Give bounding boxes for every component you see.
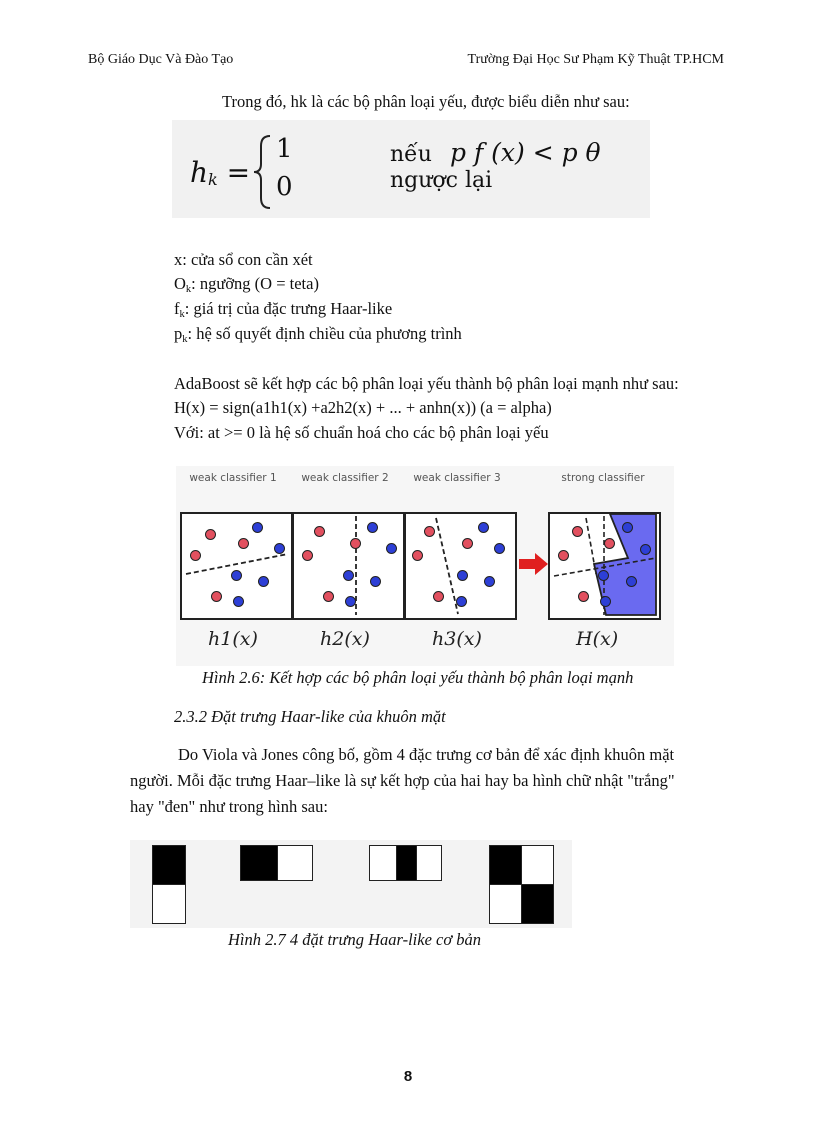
- blue-point: [457, 570, 468, 581]
- haar-feature-4-white-tr: [521, 845, 554, 885]
- label-weak-1: weak classifier 1: [189, 472, 277, 484]
- blue-point: [370, 576, 381, 587]
- formula-case1-word: nếu: [390, 142, 432, 167]
- blue-point: [484, 576, 495, 587]
- red-point: [578, 591, 589, 602]
- blue-point: [345, 596, 356, 607]
- red-point: [350, 538, 361, 549]
- definition-x: x: cửa sổ con cần xét: [174, 250, 313, 269]
- panel-weak-2: [292, 512, 405, 620]
- formula-case2-word: ngược lại: [390, 168, 493, 193]
- blue-point: [367, 522, 378, 533]
- definition-ok: $O_k$: ngưỡng (O = teta): [174, 274, 319, 295]
- label-h2: h2(x): [320, 628, 370, 650]
- blue-point: [600, 596, 611, 607]
- blue-point: [343, 570, 354, 581]
- blue-point: [233, 596, 244, 607]
- red-point: [604, 538, 615, 549]
- blue-point: [231, 570, 242, 581]
- page-number: 8: [403, 1068, 413, 1085]
- figure-2-6-caption: Hình 2.6: Kết hợp các bộ phân loại yếu thành bộ phân loại mạnh: [202, 668, 634, 687]
- panel-weak-3: [404, 512, 517, 620]
- red-point: [433, 591, 444, 602]
- red-point: [238, 538, 249, 549]
- haar-feature-3-white-right: [416, 845, 442, 881]
- formula-image: [172, 120, 650, 218]
- section-heading: 2.3.2 Đặt trưng Haar-like của khuôn mặt: [174, 707, 446, 726]
- label-strong: strong classifier: [561, 472, 645, 484]
- label-h1: h1(x): [208, 628, 258, 650]
- figure-2-7-caption: Hình 2.7 4 đặt trưng Haar-like cơ bản: [228, 930, 482, 949]
- red-point: [572, 526, 583, 537]
- red-point: [462, 538, 473, 549]
- haar-feature-4-white-bl: [489, 884, 522, 924]
- panel-weak-1: [180, 512, 293, 620]
- haar-feature-3-white-left: [369, 845, 397, 881]
- haar-feature-4-black-br: [521, 884, 554, 924]
- definition-pk: $p_k$: hệ số quyết định chiều của phương trình: [174, 324, 462, 345]
- formula-case2-value: 0: [276, 172, 293, 202]
- label-H: H(x): [576, 628, 619, 650]
- blue-point: [252, 522, 263, 533]
- blue-point: [598, 570, 609, 581]
- red-point: [314, 526, 325, 537]
- red-point: [323, 591, 334, 602]
- haar-feature-3-black: [396, 845, 417, 881]
- formula-lhs: $h_k$ =: [190, 156, 251, 189]
- blue-point: [274, 543, 285, 554]
- label-weak-3: weak classifier 3: [413, 472, 501, 484]
- paragraph-line1: Do Viola và Jones công bố, gồm 4 đặc trưng cơ bản để xác định khuôn mặt: [178, 745, 675, 764]
- label-h3: h3(x): [432, 628, 482, 650]
- label-weak-2: weak classifier 2: [301, 472, 389, 484]
- haar-feature-1-black: [152, 845, 186, 885]
- blue-point: [494, 543, 505, 554]
- haar-feature-1-white: [152, 884, 186, 924]
- paragraph-line2: người. Mỗi đặc trưng Haar–like là sự kết hợp của hai hay ba hình chữ nhật "trắng": [130, 771, 675, 790]
- red-point: [412, 550, 423, 561]
- red-point: [302, 550, 313, 561]
- blue-point: [640, 544, 651, 555]
- haar-feature-4-black-tl: [489, 845, 522, 885]
- definition-fk: $f_k$: giá trị của đặc trưng Haar-like: [174, 299, 393, 320]
- haar-feature-2-white: [277, 845, 313, 881]
- header-right: Trường Đại Học Sư Phạm Kỹ Thuật TP.HCM: [467, 52, 724, 67]
- formula-condition: p f (x) < p θ: [450, 138, 601, 167]
- adaboost-line1: AdaBoost sẽ kết hợp các bộ phân loại yếu thành bộ phân loại mạnh như sau:: [174, 374, 679, 393]
- formula-brace: [252, 132, 274, 212]
- intro-text: Trong đó, hk là các bộ phân loại yếu, được biểu diễn như sau:: [222, 92, 630, 111]
- adaboost-formula: H(x) = sign(a1h1(x) +a2h2(x) + ... + anhn(x)) (a = alpha): [174, 398, 552, 417]
- formula-case1-value: 1: [276, 134, 293, 164]
- header-left: Bộ Giáo Dục Và Đào Tạo: [88, 52, 234, 67]
- blue-point: [258, 576, 269, 587]
- red-arrow-icon: [519, 553, 549, 575]
- red-point: [190, 550, 201, 561]
- blue-point: [626, 576, 637, 587]
- paragraph-line3: hay "đen" như trong hình sau:: [130, 797, 328, 816]
- haar-feature-2-black: [240, 845, 278, 881]
- red-point: [558, 550, 569, 561]
- red-point: [205, 529, 216, 540]
- blue-point: [456, 596, 467, 607]
- red-point: [424, 526, 435, 537]
- adaboost-line3: Với: at >= 0 là hệ số chuẩn hoá cho các bộ phân loại yếu: [174, 423, 549, 442]
- panel-strong: [548, 512, 661, 620]
- red-point: [211, 591, 222, 602]
- blue-point: [478, 522, 489, 533]
- blue-point: [386, 543, 397, 554]
- blue-point: [622, 522, 633, 533]
